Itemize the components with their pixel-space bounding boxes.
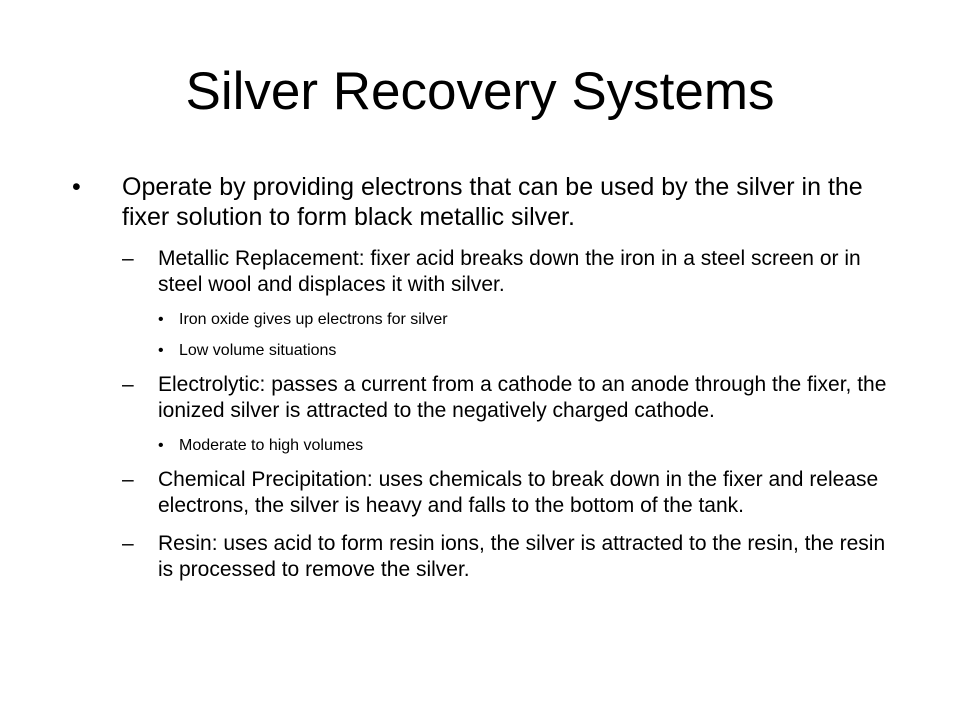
main-bullet bbox=[72, 172, 902, 232]
detail-item bbox=[158, 436, 902, 456]
bullet-marker: • bbox=[158, 342, 164, 359]
detail-text: Moderate to high volumes bbox=[179, 437, 364, 454]
method-item-electrolytic bbox=[122, 372, 902, 424]
method-item-chemical-precipitation bbox=[122, 467, 902, 519]
method-text: Resin: uses acid to form resin ions, the silver is attracted to the resin, the resin is processed to remove the silver. bbox=[158, 532, 886, 581]
main-bullet-text: Operate by providing electrons that can be used by the silver in the fixer solution to form black metallic silver. bbox=[122, 173, 863, 231]
slide-body bbox=[72, 172, 902, 595]
method-text: Metallic Replacement: fixer acid breaks down the iron in a steel screen or in steel wool and displaces it with silver. bbox=[158, 247, 861, 296]
bullet-marker: • bbox=[158, 437, 164, 454]
dash-marker: – bbox=[122, 373, 134, 396]
dash-marker: – bbox=[122, 247, 134, 270]
dash-marker: – bbox=[122, 532, 134, 555]
detail-item bbox=[158, 341, 902, 361]
dash-marker: – bbox=[122, 468, 134, 491]
bullet-marker: • bbox=[158, 311, 164, 328]
detail-text: Low volume situations bbox=[179, 342, 337, 359]
detail-item bbox=[158, 310, 902, 330]
detail-text: Iron oxide gives up electrons for silver bbox=[179, 311, 448, 328]
method-item-resin bbox=[122, 531, 902, 583]
method-text: Chemical Precipitation: uses chemicals to break down in the fixer and release electrons, the silver is heavy and falls to the bottom of the tank. bbox=[158, 468, 879, 517]
bullet-marker: • bbox=[72, 173, 81, 201]
method-text: Electrolytic: passes a current from a cathode to an anode through the fixer, the ionized silver is attracted to the negatively charged cathode. bbox=[158, 373, 887, 422]
method-item-metallic-replacement bbox=[122, 246, 902, 298]
slide-title: Silver Recovery Systems bbox=[185, 62, 775, 121]
